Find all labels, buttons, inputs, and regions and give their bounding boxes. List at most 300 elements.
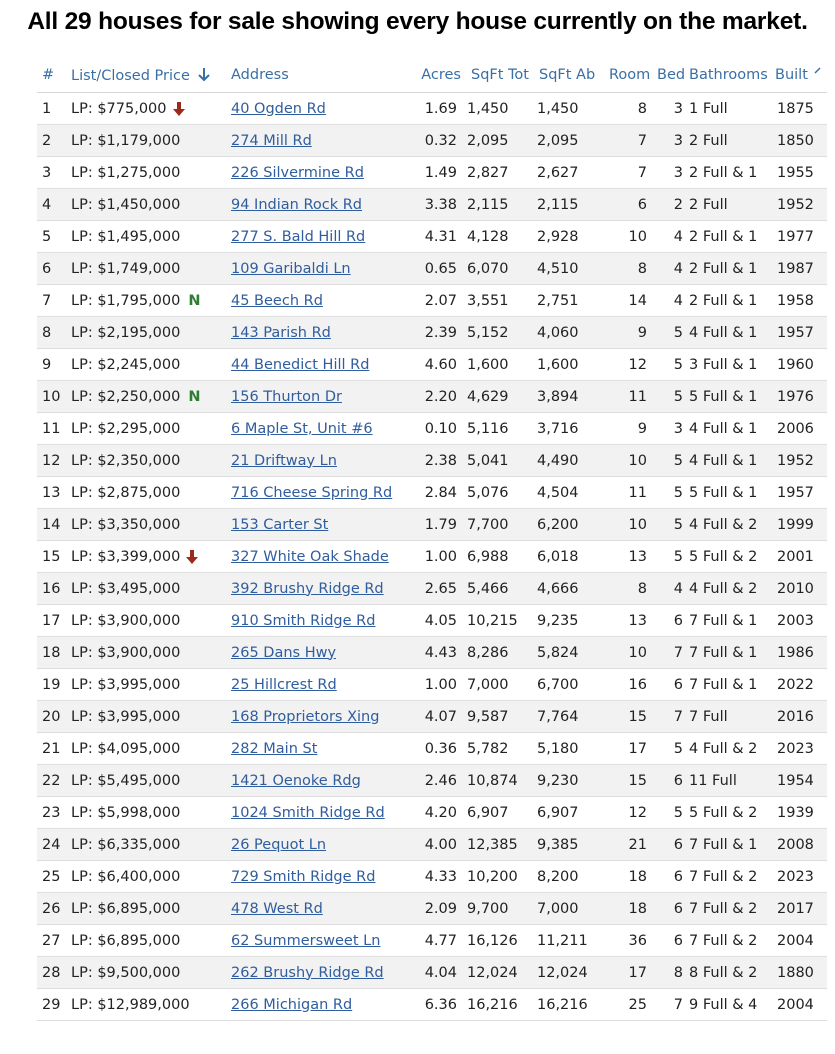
sqft-total-cell: 5,466 [465, 573, 535, 605]
built-cell: 1952 [771, 189, 827, 221]
bathrooms-cell: 5 Full & 2 [689, 804, 758, 821]
address-link[interactable]: 156 Thurton Dr [231, 388, 342, 405]
beds-cell: 6 [673, 612, 683, 629]
sqft-total-cell: 5,076 [467, 484, 509, 501]
bathrooms-cell: 4 Full & 2 [687, 573, 771, 605]
acres-cell: 1.00 [424, 548, 457, 565]
bathrooms-cell: 5 Full & 2 [689, 548, 758, 565]
list-price: LP: $9,500,000 [71, 964, 181, 981]
acres-cell: 4.20 [424, 804, 457, 821]
beds-cell: 6 [673, 932, 683, 949]
address-link[interactable]: 910 Smith Ridge Rd [231, 612, 376, 629]
address-link[interactable]: 6 Maple St, Unit #6 [231, 420, 373, 437]
address-cell [229, 413, 409, 445]
row-number: 10 [37, 381, 69, 413]
bathrooms-cell: 7 Full & 2 [689, 868, 758, 885]
rooms-cell: 10 [628, 228, 647, 245]
address-link[interactable]: 40 Ogden Rd [231, 100, 326, 117]
list-price: LP: $3,995,000 [71, 676, 181, 693]
bathrooms-cell: 4 Full & 2 [689, 740, 758, 757]
acres-cell: 6.36 [424, 996, 457, 1013]
address-cell [229, 125, 409, 157]
price-cell [69, 669, 229, 701]
beds-cell: 7 [673, 996, 683, 1013]
bathrooms-cell: 7 Full & 1 [687, 637, 771, 669]
row-number: 18 [37, 637, 69, 669]
sqft-total-cell: 6,070 [465, 253, 535, 285]
table-row[interactable] [37, 93, 827, 125]
sqft-total-cell: 6,907 [467, 804, 509, 821]
rooms-cell: 12 [628, 804, 647, 821]
address-link[interactable]: 716 Cheese Spring Rd [231, 484, 393, 501]
address-link[interactable]: 26 Pequot Ln [231, 836, 327, 853]
built-cell: 2004 [777, 996, 814, 1013]
acres-cell: 0.32 [409, 125, 465, 157]
rooms-cell: 25 [628, 996, 647, 1013]
bathrooms-cell: 4 Full & 2 [687, 509, 771, 541]
table-row[interactable] [37, 125, 827, 157]
beds-cell: 4 [673, 292, 683, 309]
rooms-cell: 9 [637, 420, 647, 437]
price-cell [69, 605, 229, 637]
sqft-above-cell: 12,024 [535, 957, 607, 989]
sqft-above-cell: 6,907 [537, 804, 579, 821]
row-number: 5 [42, 228, 52, 245]
sqft-above-cell: 4,504 [537, 484, 579, 501]
table-row[interactable] [37, 765, 827, 797]
sqft-total-cell: 9,587 [465, 701, 535, 733]
acres-cell: 4.77 [424, 932, 457, 949]
built-cell: 2023 [777, 740, 814, 757]
address-cell [229, 765, 409, 797]
address-link[interactable]: 153 Carter St [231, 516, 329, 533]
table-row[interactable] [37, 957, 827, 989]
sqft-above-cell: 3,716 [537, 420, 579, 437]
beds-cell: 6 [673, 868, 683, 885]
address-link[interactable]: 25 Hillcrest Rd [231, 676, 337, 693]
list-price: LP: $5,998,000 [71, 804, 181, 821]
table-row[interactable] [37, 669, 827, 701]
acres-cell: 2.09 [409, 893, 465, 925]
list-price: LP: $3,900,000 [71, 644, 181, 661]
table-row[interactable] [37, 573, 827, 605]
list-price: LP: $6,335,000 [71, 836, 181, 853]
address-cell [229, 733, 409, 765]
address-link[interactable]: 1024 Smith Ridge Rd [231, 804, 385, 821]
list-price: LP: $12,989,000 [71, 996, 190, 1013]
list-price: LP: $2,245,000 [71, 356, 181, 373]
rooms-cell: 16 [628, 676, 647, 693]
table-row[interactable] [37, 381, 827, 413]
price-cell [69, 285, 229, 317]
row-number: 26 [37, 893, 69, 925]
rooms-cell: 8 [637, 100, 647, 117]
sqft-above-cell: 4,060 [535, 317, 607, 349]
acres-cell: 1.69 [424, 100, 457, 117]
address-link[interactable]: 45 Beech Rd [231, 292, 323, 309]
price-cell [69, 765, 229, 797]
sqft-total-cell: 4,128 [467, 228, 509, 245]
price-cell [69, 797, 229, 829]
list-price: LP: $3,399,000 [71, 548, 181, 565]
list-price: LP: $3,350,000 [71, 516, 181, 533]
row-number: 11 [42, 420, 61, 437]
beds-cell: 5 [673, 804, 683, 821]
beds-cell: 4 [655, 253, 687, 285]
table-row[interactable] [37, 445, 827, 477]
price-cell [69, 509, 229, 541]
table-row[interactable] [37, 317, 827, 349]
sqft-above-cell: 5,180 [537, 740, 579, 757]
list-price: LP: $1,450,000 [71, 196, 181, 213]
rooms-cell: 10 [607, 637, 655, 669]
sqft-above-cell: 11,211 [537, 932, 588, 949]
price-cell [69, 125, 229, 157]
beds-cell: 3 [673, 164, 683, 181]
new-listing-badge: N [188, 292, 201, 309]
rooms-cell: 7 [637, 164, 647, 181]
rooms-cell: 8 [607, 253, 655, 285]
acres-cell: 2.46 [409, 765, 465, 797]
list-price: LP: $6,895,000 [71, 932, 181, 949]
address-link[interactable]: 729 Smith Ridge Rd [231, 868, 376, 885]
table-row[interactable] [37, 349, 827, 381]
row-number: 19 [42, 676, 61, 693]
acres-cell: 4.60 [424, 356, 457, 373]
address-cell [229, 797, 409, 829]
address-link[interactable]: 327 White Oak Shade [231, 548, 389, 565]
address-cell [229, 637, 409, 669]
built-cell: 1939 [777, 804, 814, 821]
built-cell: 1986 [771, 637, 827, 669]
sqft-above-cell: 1,600 [537, 356, 579, 373]
sqft-above-cell: 3,894 [535, 381, 607, 413]
sqft-above-cell: 16,216 [537, 996, 588, 1013]
list-price: LP: $6,895,000 [71, 900, 181, 917]
price-cell [69, 701, 229, 733]
address-link[interactable]: 274 Mill Rd [231, 132, 312, 149]
bathrooms-cell: 5 Full & 1 [689, 484, 758, 501]
address-link[interactable]: 392 Brushy Ridge Rd [231, 580, 384, 597]
address-cell [229, 989, 409, 1021]
sqft-total-cell: 7,000 [467, 676, 509, 693]
bathrooms-cell: 2 Full & 1 [689, 164, 758, 181]
sqft-above-cell: 6,018 [537, 548, 579, 565]
address-cell [229, 349, 409, 381]
price-cell [69, 93, 229, 125]
bathrooms-cell: 1 Full [689, 100, 728, 117]
address-cell [229, 477, 409, 509]
rooms-cell: 12 [628, 356, 647, 373]
acres-cell: 2.65 [409, 573, 465, 605]
sqft-total-cell: 2,095 [465, 125, 535, 157]
table-row[interactable] [37, 605, 827, 637]
address-cell [229, 157, 409, 189]
built-cell: 2003 [777, 612, 814, 629]
sqft-total-cell: 9,700 [465, 893, 535, 925]
acres-cell: 3.38 [409, 189, 465, 221]
table-row[interactable] [37, 253, 827, 285]
address-link[interactable]: 277 S. Bald Hill Rd [231, 228, 366, 245]
address-cell [229, 93, 409, 125]
sqft-total-cell: 5,152 [465, 317, 535, 349]
table-row[interactable] [37, 413, 827, 445]
col-header-number[interactable]: # [37, 58, 69, 93]
table-row[interactable] [37, 189, 827, 221]
list-price: LP: $1,495,000 [71, 228, 181, 245]
table-row[interactable] [37, 925, 827, 957]
list-price: LP: $1,749,000 [71, 260, 181, 277]
address-link[interactable]: 1421 Oenoke Rdg [231, 772, 361, 789]
acres-cell: 4.43 [409, 637, 465, 669]
sqft-above-cell: 2,928 [537, 228, 579, 245]
col-header-acres[interactable]: Acres [409, 58, 465, 93]
table-row[interactable] [37, 989, 827, 1021]
address-link[interactable]: 282 Main St [231, 740, 318, 757]
address-link[interactable]: 266 Michigan Rd [231, 996, 353, 1013]
sqft-above-cell: 2,115 [535, 189, 607, 221]
rooms-cell: 7 [607, 125, 655, 157]
rooms-cell: 10 [607, 509, 655, 541]
address-link[interactable]: 143 Parish Rd [231, 324, 331, 341]
address-link[interactable]: 226 Silvermine Rd [231, 164, 364, 181]
sqft-total-cell: 2,827 [467, 164, 509, 181]
table-row[interactable] [37, 509, 827, 541]
bathrooms-cell: 7 Full [687, 701, 771, 733]
rooms-cell: 21 [607, 829, 655, 861]
built-cell: 2008 [771, 829, 827, 861]
sqft-total-cell: 5,041 [465, 445, 535, 477]
built-cell: 1850 [771, 125, 827, 157]
sqft-total-cell: 8,286 [465, 637, 535, 669]
table-row[interactable] [37, 637, 827, 669]
sqft-above-cell: 4,666 [535, 573, 607, 605]
acres-cell: 4.05 [424, 612, 457, 629]
price-drop-arrow-down-icon [173, 102, 185, 116]
address-link[interactable]: 94 Indian Rock Rd [231, 196, 362, 213]
sqft-above-cell: 6,200 [535, 509, 607, 541]
rooms-cell: 17 [628, 740, 647, 757]
acres-cell: 2.84 [424, 484, 457, 501]
list-price: LP: $1,179,000 [71, 132, 181, 149]
rooms-cell: 18 [607, 893, 655, 925]
row-number: 1 [42, 100, 52, 117]
col-header-address[interactable]: Address [229, 58, 409, 93]
row-number: 8 [37, 317, 69, 349]
acres-cell: 1.00 [424, 676, 457, 693]
price-cell [69, 189, 229, 221]
acres-cell: 1.79 [409, 509, 465, 541]
sqft-above-cell: 7,000 [535, 893, 607, 925]
acres-cell: 4.31 [424, 228, 457, 245]
page-title: All 29 houses for sale showing every house currently on the market. [27, 8, 808, 35]
sqft-total-cell: 5,116 [467, 420, 509, 437]
row-number: 7 [42, 292, 52, 309]
price-cell [69, 477, 229, 509]
row-number: 9 [42, 356, 52, 373]
rooms-cell: 18 [628, 868, 647, 885]
sqft-total-cell: 1,600 [467, 356, 509, 373]
price-cell [69, 637, 229, 669]
address-cell [229, 285, 409, 317]
col-header-bathrooms[interactable]: Bathrooms [687, 58, 771, 93]
list-price: LP: $2,295,000 [71, 420, 181, 437]
acres-cell: 1.49 [424, 164, 457, 181]
sqft-total-cell: 4,629 [465, 381, 535, 413]
address-link[interactable]: 62 Summersweet Ln [231, 932, 381, 949]
price-cell [69, 381, 229, 413]
sqft-above-cell: 9,385 [535, 829, 607, 861]
built-cell: 2004 [777, 932, 814, 949]
price-cell [69, 445, 229, 477]
list-price: LP: $1,795,000 [71, 292, 181, 309]
acres-cell: 0.10 [424, 420, 457, 437]
sqft-above-cell: 2,751 [537, 292, 579, 309]
row-number: 2 [37, 125, 69, 157]
address-cell [229, 445, 409, 477]
sqft-above-cell: 2,627 [537, 164, 579, 181]
acres-cell: 4.07 [409, 701, 465, 733]
address-link[interactable]: 44 Benedict Hill Rd [231, 356, 370, 373]
beds-cell: 5 [673, 548, 683, 565]
price-cell [69, 573, 229, 605]
beds-cell: 6 [655, 765, 687, 797]
sort-asc-icon[interactable] [813, 67, 823, 79]
address-cell [229, 957, 409, 989]
rooms-cell: 17 [607, 957, 655, 989]
address-link[interactable]: 262 Brushy Ridge Rd [231, 964, 384, 981]
table-row[interactable] [37, 829, 827, 861]
bathrooms-cell: 8 Full & 2 [687, 957, 771, 989]
built-cell: 2022 [777, 676, 814, 693]
price-cell [69, 349, 229, 381]
beds-cell: 2 [655, 189, 687, 221]
sqft-above-cell: 4,510 [535, 253, 607, 285]
row-number: 21 [42, 740, 61, 757]
built-cell: 1954 [771, 765, 827, 797]
address-link[interactable]: 478 West Rd [231, 900, 323, 917]
list-price: LP: $4,095,000 [71, 740, 181, 757]
rooms-cell: 13 [628, 612, 647, 629]
col-header-rooms[interactable]: Room [607, 58, 655, 93]
address-cell [229, 221, 409, 253]
sqft-above-cell: 2,095 [535, 125, 607, 157]
table-row[interactable] [37, 733, 827, 765]
price-cell [69, 157, 229, 189]
address-link[interactable]: 21 Driftway Ln [231, 452, 337, 469]
sqft-above-cell: 9,235 [537, 612, 579, 629]
price-cell [69, 733, 229, 765]
table-row[interactable] [37, 541, 827, 573]
new-listing-badge: N [188, 388, 201, 405]
list-price: LP: $2,250,000 [71, 388, 181, 405]
beds-cell: 7 [655, 701, 687, 733]
table-row[interactable] [37, 893, 827, 925]
list-price: LP: $3,995,000 [71, 708, 181, 725]
beds-cell: 3 [673, 420, 683, 437]
acres-cell: 0.65 [409, 253, 465, 285]
beds-cell: 3 [673, 100, 683, 117]
beds-cell: 5 [655, 509, 687, 541]
beds-cell: 5 [673, 356, 683, 373]
address-link[interactable]: 109 Garibaldi Ln [231, 260, 351, 277]
address-link[interactable]: 265 Dans Hwy [231, 644, 337, 661]
sqft-above-cell: 6,700 [537, 676, 579, 693]
list-price: LP: $6,400,000 [71, 868, 181, 885]
sqft-above-cell: 8,200 [537, 868, 579, 885]
sqft-total-cell: 16,216 [467, 996, 518, 1013]
acres-cell: 4.00 [409, 829, 465, 861]
bathrooms-cell: 7 Full & 1 [687, 829, 771, 861]
table-row[interactable] [37, 285, 827, 317]
acres-cell: 4.33 [424, 868, 457, 885]
sqft-total-cell: 7,700 [465, 509, 535, 541]
beds-cell: 5 [655, 381, 687, 413]
table-row[interactable] [37, 157, 827, 189]
row-number: 29 [42, 996, 61, 1013]
price-cell [69, 925, 229, 957]
row-number: 13 [42, 484, 61, 501]
bathrooms-cell: 5 Full & 1 [687, 381, 771, 413]
rooms-cell: 36 [628, 932, 647, 949]
table-row[interactable] [37, 477, 827, 509]
table-row[interactable] [37, 797, 827, 829]
table-row[interactable] [37, 701, 827, 733]
row-number: 22 [37, 765, 69, 797]
sqft-above-cell: 5,824 [535, 637, 607, 669]
col-header-built[interactable]: Built [771, 58, 827, 93]
built-cell: 2006 [777, 420, 814, 437]
address-link[interactable]: 168 Proprietors Xing [231, 708, 380, 725]
beds-cell: 4 [655, 573, 687, 605]
price-cell [69, 413, 229, 445]
list-price: LP: $1,275,000 [71, 164, 181, 181]
col-header-beds[interactable]: Bed [655, 58, 687, 93]
beds-cell: 5 [673, 740, 683, 757]
built-cell: 2017 [771, 893, 827, 925]
list-price: LP: $775,000 [71, 100, 167, 117]
row-number: 16 [37, 573, 69, 605]
bathrooms-cell: 4 Full & 1 [689, 420, 758, 437]
table-row[interactable] [37, 861, 827, 893]
address-cell [229, 861, 409, 893]
built-cell: 2023 [777, 868, 814, 885]
built-cell: 1957 [777, 484, 814, 501]
acres-cell: 0.36 [424, 740, 457, 757]
sqft-total-cell: 10,200 [467, 868, 518, 885]
col-header-price[interactable]: List/Closed Price [69, 58, 229, 93]
bathrooms-cell: 2 Full & 1 [689, 292, 758, 309]
col-header-sqft-above[interactable]: SqFt Ab [535, 58, 607, 93]
sort-desc-icon[interactable] [197, 67, 211, 83]
sqft-total-cell: 10,215 [467, 612, 518, 629]
table-row[interactable] [37, 221, 827, 253]
built-cell: 1958 [777, 292, 814, 309]
acres-cell: 2.39 [409, 317, 465, 349]
list-price: LP: $3,495,000 [71, 580, 181, 597]
bathrooms-cell: 7 Full & 2 [689, 932, 758, 949]
col-header-sqft-total[interactable]: SqFt Tot [465, 58, 535, 93]
rooms-cell: 14 [628, 292, 647, 309]
row-number: 12 [37, 445, 69, 477]
row-number: 4 [37, 189, 69, 221]
address-cell [229, 253, 409, 285]
sqft-total-cell: 3,551 [467, 292, 509, 309]
bathrooms-cell: 3 Full & 1 [689, 356, 758, 373]
list-price: LP: $2,875,000 [71, 484, 181, 501]
beds-cell: 5 [655, 317, 687, 349]
rooms-cell: 15 [607, 701, 655, 733]
